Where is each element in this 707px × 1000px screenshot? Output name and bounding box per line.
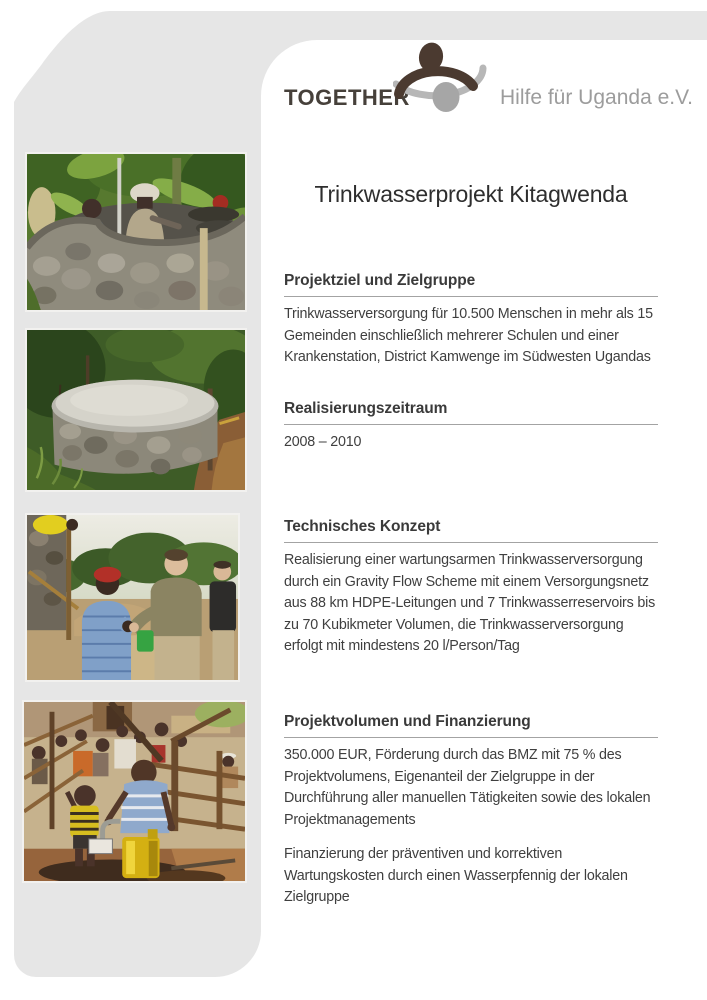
section-paragraph: 2008 – 2010: [284, 434, 362, 450]
section-realisierungszeitraum: [284, 400, 658, 454]
section-heading: Projektvolumen und Finanzierung: [284, 713, 658, 738]
main-content: [284, 0, 658, 1000]
section-projektvolumen: [284, 713, 658, 909]
section-paragraph: Finanzierung der präventiven und korrektiven Wartungskosten durch einen Wasserpfennig der lokalen Zielgruppe: [284, 846, 628, 905]
section-heading: Technisches Konzept: [284, 518, 658, 543]
section-paragraph: Trinkwasserversorgung für 10.500 Menschen in mehr als 15 Gemeinden einschließlich mehrerer Schulen und einer Krankenstation, District Kamwenge im Südwesten Ugandas: [284, 306, 653, 365]
brand-text: TOGETHER: [284, 85, 410, 110]
photo-finished-tank: [25, 328, 247, 492]
section-projektziel: [284, 272, 658, 369]
photo-tank-construction: [25, 152, 247, 312]
section-paragraph: Realisierung einer wartungsarmen Trinkwasserversorgung durch ein Gravity Flow Scheme mit einem Versorgungsnetz aus 88 km HDPE-Leitungen und 7 Trinkwasserreservoirs bis zu 70 Kubikmeter Volumen, die Trinkwasserversorgung erfolgt mit mindestens 20 l/Person/Tag: [284, 552, 656, 654]
section-heading: Realisierungszeitraum: [284, 400, 658, 425]
brand-suffix-text: Hilfe für Uganda e.V.: [500, 86, 694, 109]
section-technisches-konzept: [284, 518, 658, 658]
section-heading: Projektziel und Zielgruppe: [284, 272, 658, 297]
section-paragraph: 350.000 EUR, Förderung durch das BMZ mit 75 % des Projektvolumens, Eigenanteil der Zielgruppe in der Durchführung aller manuellen Tätigkeiten sowie des lokalen Projektmanagements: [284, 747, 651, 828]
photo-handshake: [25, 513, 240, 682]
page-title: Trinkwasserprojekt Kitagwenda: [314, 181, 628, 207]
photo-children-watertap: [22, 700, 247, 883]
